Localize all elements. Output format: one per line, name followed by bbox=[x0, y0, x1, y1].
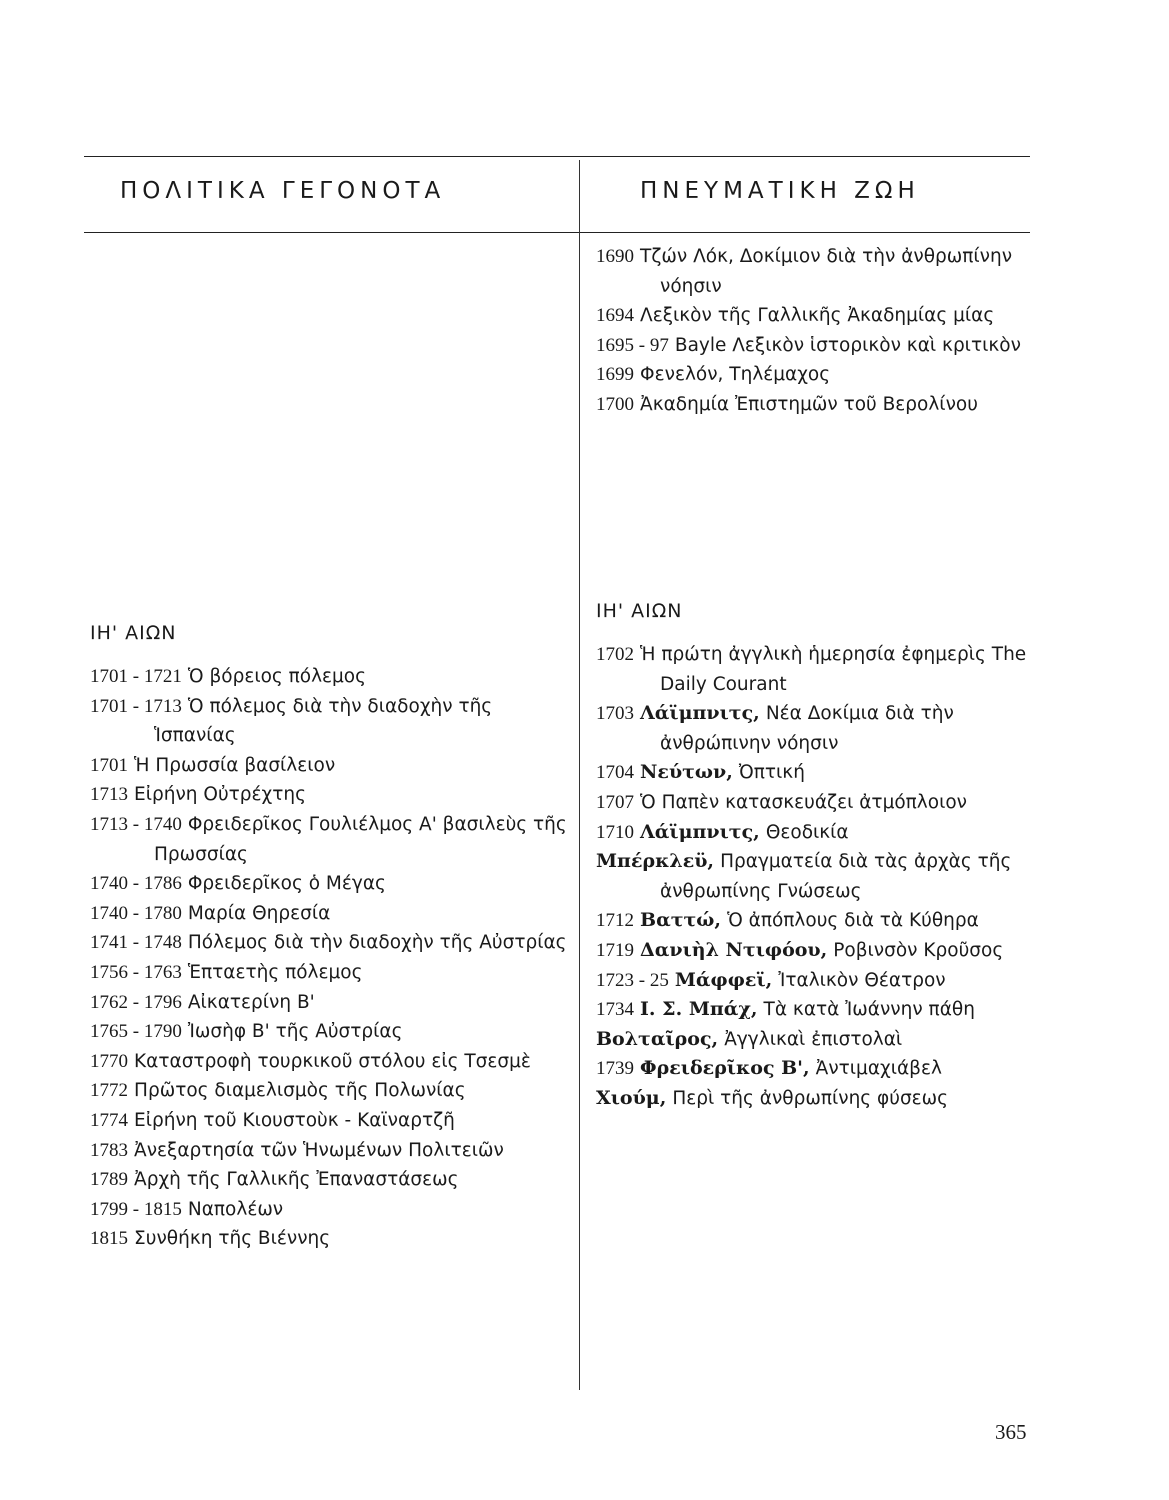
chronology-entry bbox=[596, 758, 1036, 788]
right-century-section bbox=[596, 600, 1036, 1114]
entry-person-name: Μάφφεϊ, bbox=[674, 968, 773, 991]
entry-text: Ὀπτική bbox=[738, 762, 805, 784]
entry-person-name: Βολταῖρος, bbox=[596, 1027, 719, 1050]
chronology-entry bbox=[596, 906, 1036, 936]
entry-year: 1707 bbox=[596, 791, 634, 813]
header-bottom-rule bbox=[84, 232, 1030, 233]
entry-year: 1770 bbox=[90, 1050, 128, 1072]
entry-text: Φενελόν, Τηλέμαχος bbox=[640, 364, 831, 386]
entry-text: Πραγματεία διὰ τὰς ἀρχὰς τῆς ἀνθρωπίνης Γνώσεως bbox=[660, 851, 1012, 902]
chronology-entry bbox=[90, 780, 568, 810]
entry-year: 1762 - 1796 bbox=[90, 991, 182, 1013]
entry-text: Εἰρήνη Οὐτρέχτης bbox=[134, 784, 306, 806]
entry-year: 1765 - 1790 bbox=[90, 1021, 182, 1043]
entry-year: 1734 bbox=[596, 999, 634, 1021]
entry-year: 1799 - 1815 bbox=[90, 1198, 182, 1220]
entry-year: 1719 bbox=[596, 939, 634, 961]
chronology-entry bbox=[596, 1025, 1036, 1055]
entry-year: 1740 - 1780 bbox=[90, 902, 182, 924]
chronology-entry bbox=[596, 390, 1036, 420]
entry-text: Πόλεμος διὰ τὴν διαδοχὴν τῆς Αὐστρίας bbox=[187, 932, 567, 954]
chronology-entry bbox=[90, 869, 568, 899]
chronology-entry bbox=[90, 988, 568, 1018]
left-century-label: ΙΗ' ΑΙΩΝ bbox=[90, 622, 177, 644]
chronology-entry bbox=[90, 1195, 568, 1225]
entry-text: Ἡ πρώτη ἀγγλικὴ ἡμερησία ἐφημερὶς The Daily Courant bbox=[640, 644, 1027, 695]
entry-text: Ἰωσὴφ Β' τῆς Αὐστρίας bbox=[187, 1021, 403, 1043]
entry-text: Μαρία Θηρεσία bbox=[187, 902, 331, 924]
entry-year: 1783 bbox=[90, 1139, 128, 1161]
entry-text: Bayle Λεξικὸν ἱστορικὸν καὶ κριτικὸν bbox=[674, 334, 1021, 356]
chronology-entry bbox=[596, 936, 1036, 966]
entry-text: Εἰρήνη τοῦ Κιουστοὺκ - Καϊναρτζῆ bbox=[134, 1109, 455, 1131]
right-top-entries bbox=[596, 242, 1036, 420]
entry-text: Ἡ Πρωσσία βασίλειον bbox=[134, 754, 336, 776]
entry-year: 1690 bbox=[596, 246, 634, 267]
chronology-entry bbox=[90, 1106, 568, 1136]
entry-text: Συνθήκη τῆς Βιέννης bbox=[134, 1228, 331, 1250]
entry-year: 1712 bbox=[596, 910, 634, 932]
chronology-entry bbox=[90, 1165, 568, 1195]
chronology-entry bbox=[596, 1084, 1036, 1114]
chronology-entry bbox=[596, 788, 1036, 818]
chronology-entry bbox=[596, 699, 1036, 758]
entry-year: 1704 bbox=[596, 762, 634, 784]
entry-person-name: Δανιὴλ Ντιφόου, bbox=[640, 938, 828, 961]
entry-text: Ὁ ἀπόπλους διὰ τὰ Κύθηρα bbox=[727, 910, 979, 932]
chronology-entry bbox=[90, 1076, 568, 1106]
chronology-entry bbox=[90, 751, 568, 781]
entry-text: Ἀκαδημία Ἐπιστημῶν τοῦ Βερολίνου bbox=[640, 393, 978, 415]
chronology-entry bbox=[596, 640, 1036, 699]
entry-person-name: Νεύτων, bbox=[640, 761, 733, 784]
entry-year: 1774 bbox=[90, 1109, 128, 1131]
right-entries bbox=[596, 640, 1036, 1114]
entry-person-name: Βαττώ, bbox=[640, 909, 722, 932]
entry-text: Λεξικὸν τῆς Γαλλικῆς Ἀκαδημίας μίας bbox=[640, 305, 995, 327]
chronology-entry bbox=[90, 1017, 568, 1047]
entry-year: 1713 bbox=[90, 784, 128, 806]
right-column-heading: ΠΝΕΥΜΑΤΙΚΗ ΖΩΗ bbox=[640, 178, 920, 204]
entry-year: 1700 bbox=[596, 393, 634, 415]
chronology-entry bbox=[90, 958, 568, 988]
entry-person-name: Λάϊμπνιτς, bbox=[640, 702, 760, 725]
entry-person-name: Μπέρκλεϋ, bbox=[596, 850, 715, 873]
entry-year: 1701 - 1713 bbox=[90, 695, 182, 717]
chronology-entry bbox=[596, 360, 1036, 390]
chronology-entry bbox=[90, 662, 568, 692]
entry-year: 1695 - 97 bbox=[596, 334, 669, 356]
entry-text: Ροβινσὸν Κροῦσος bbox=[833, 939, 1004, 961]
entry-text: Φρειδερῖκος Γουλιέλμος Α' βασιλεὺς τῆς Πρωσσίας bbox=[154, 813, 567, 865]
entry-text: Νέα Δοκίμια διὰ τὴν ἀνθρώπινην νόησιν bbox=[660, 703, 954, 754]
entry-year: 1740 - 1786 bbox=[90, 873, 182, 895]
entry-year: 1710 bbox=[596, 821, 634, 843]
chronology-entry bbox=[90, 928, 568, 958]
chronology-entry bbox=[90, 899, 568, 929]
entry-text: Ἀγγλικαὶ ἐπιστολαὶ bbox=[724, 1028, 903, 1050]
top-rule bbox=[84, 156, 1030, 157]
entry-text: Ἀρχὴ τῆς Γαλλικῆς Ἐπαναστάσεως bbox=[134, 1169, 459, 1191]
left-century-section bbox=[90, 622, 568, 1254]
entry-year: 1701 bbox=[90, 754, 128, 776]
entry-year: 1702 bbox=[596, 644, 634, 665]
entry-year: 1789 bbox=[90, 1169, 128, 1191]
chronology-entry bbox=[596, 331, 1036, 361]
entry-person-name: Χιούμ, bbox=[596, 1086, 667, 1109]
page-number: 365 bbox=[995, 1420, 1027, 1444]
chronology-entry bbox=[596, 818, 1036, 848]
entry-text: Φρειδερῖκος ὁ Μέγας bbox=[187, 873, 386, 895]
entry-text: Ναπολέων bbox=[187, 1198, 284, 1220]
right-century-label: ΙΗ' ΑΙΩΝ bbox=[596, 600, 683, 622]
entry-year: 1815 bbox=[90, 1228, 128, 1250]
entry-year: 1741 - 1748 bbox=[90, 932, 182, 954]
chronology-entry bbox=[90, 692, 568, 751]
chronology-entry bbox=[90, 1047, 568, 1077]
entry-year: 1772 bbox=[90, 1080, 128, 1102]
entry-text: Ἰταλικὸν Θέατρον bbox=[778, 969, 946, 991]
entry-person-name: Λάϊμπνιτς, bbox=[640, 820, 760, 843]
entry-year: 1694 bbox=[596, 305, 634, 327]
entry-year: 1699 bbox=[596, 364, 634, 386]
chronology-entry bbox=[90, 1136, 568, 1166]
entry-person-name: Φρειδερῖκος Β', bbox=[640, 1057, 810, 1080]
entry-text: Ἑπταετὴς πόλεμος bbox=[187, 961, 363, 983]
entry-text: Τζών Λόκ, Δοκίμιον διὰ τὴν ἀνθρωπίνην νόησιν bbox=[640, 246, 1013, 297]
column-divider bbox=[579, 160, 580, 1390]
entry-year: 1739 bbox=[596, 1058, 634, 1080]
chronology-entry bbox=[596, 966, 1036, 996]
entry-text: Ἀνεξαρτησία τῶν Ἡνωμένων Πολιτειῶν bbox=[134, 1139, 504, 1161]
entry-text: Ὁ πόλεμος διὰ τὴν διαδοχὴν τῆς Ἱσπανίας bbox=[154, 695, 493, 747]
chronology-entry bbox=[596, 242, 1036, 301]
entry-year: 1756 - 1763 bbox=[90, 961, 182, 983]
entry-text: Ἀντιμαχιάβελ bbox=[815, 1058, 942, 1080]
entry-text: Περὶ τῆς ἀνθρωπίνης φύσεως bbox=[672, 1087, 949, 1109]
entry-text: Αἰκατερίνη Β' bbox=[187, 991, 315, 1013]
entry-text: Τὰ κατὰ Ἰωάννην πάθη bbox=[763, 999, 975, 1021]
left-entries bbox=[90, 662, 568, 1254]
entry-text: Ὁ βόρειος πόλεμος bbox=[187, 666, 366, 687]
chronology-entry bbox=[90, 1224, 568, 1254]
entry-person-name: Ι. Σ. Μπάχ, bbox=[640, 998, 758, 1021]
entry-year: 1713 - 1740 bbox=[90, 813, 182, 835]
chronology-entry bbox=[596, 1054, 1036, 1084]
chronology-entry bbox=[596, 847, 1036, 906]
chronology-entry bbox=[90, 810, 568, 869]
entry-text: Θεοδικία bbox=[765, 821, 849, 843]
entry-text: Καταστροφὴ τουρκικοῦ στόλου εἰς Τσεσμὲ bbox=[134, 1050, 531, 1072]
left-column-heading: ΠΟΛΙΤΙΚΑ ΓΕΓΟΝΟΤΑ bbox=[120, 178, 446, 204]
entry-text: Ὁ Παπὲν κατασκευάζει ἀτμόπλοιον bbox=[640, 791, 967, 813]
entry-year: 1723 - 25 bbox=[596, 969, 669, 991]
chronology-entry bbox=[596, 301, 1036, 331]
entry-year: 1701 - 1721 bbox=[90, 666, 182, 687]
entry-text: Πρῶτος διαμελισμὸς τῆς Πολωνίας bbox=[134, 1080, 466, 1102]
chronology-entry bbox=[596, 995, 1036, 1025]
entry-year: 1703 bbox=[596, 703, 634, 725]
